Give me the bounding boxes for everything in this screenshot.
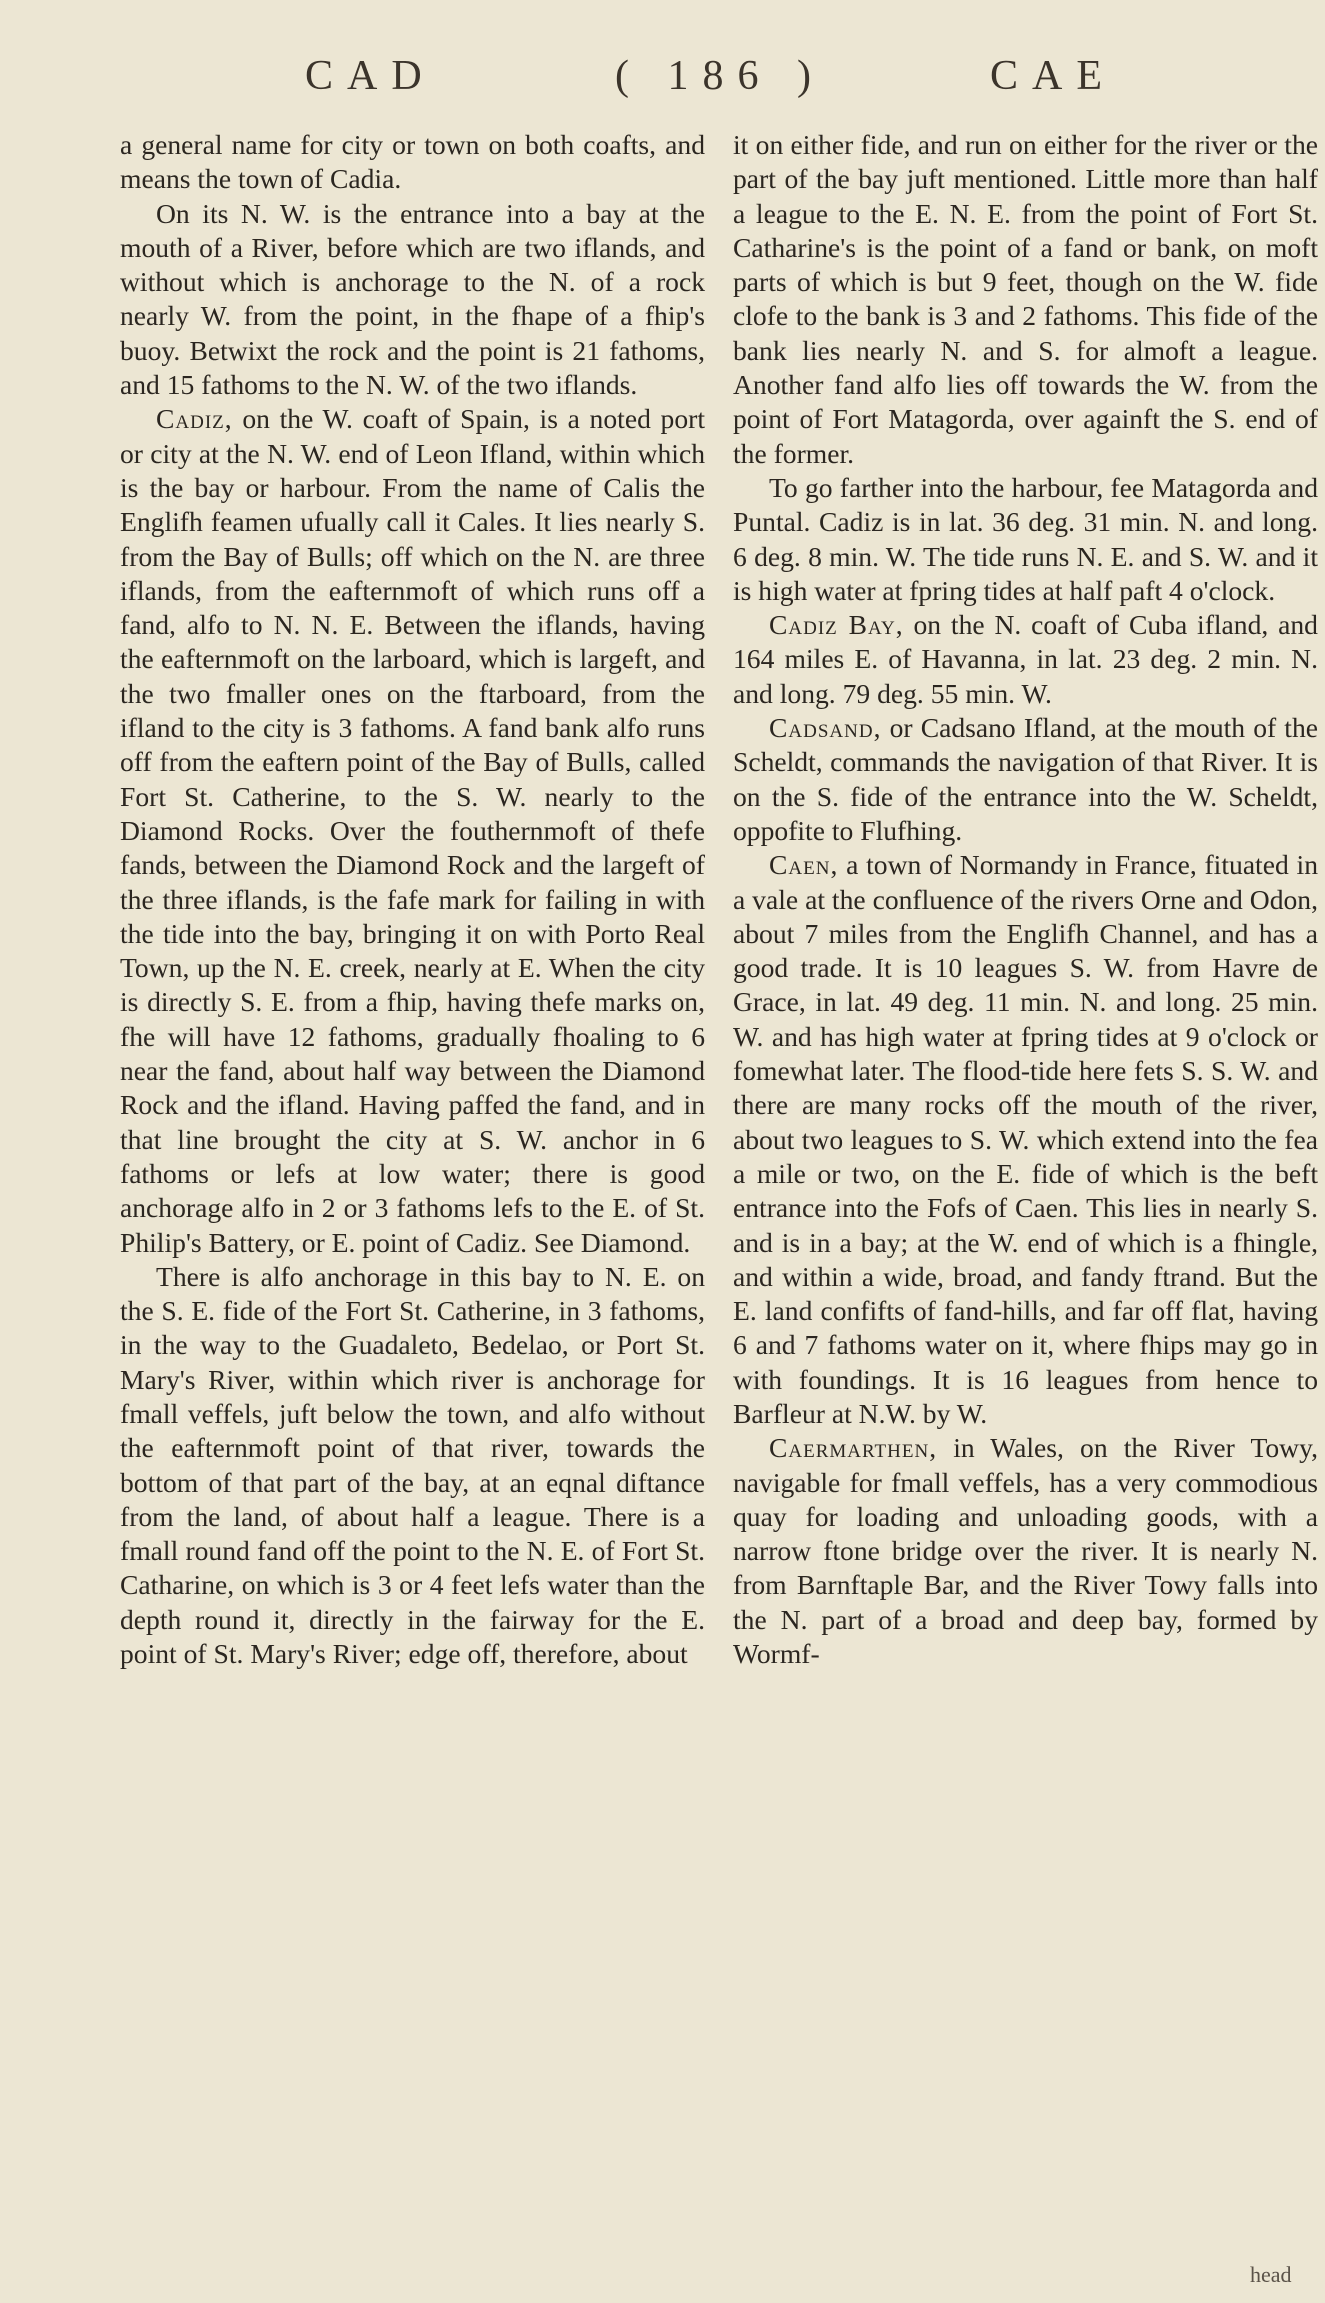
paragraph-text: it on either fide, and run on either for the river or the part of the bay juft mentioned. Little more than half a league to the E. N. E. from the point of Fort St. Catharine's is the point of a fand or bank, on moft parts of which is but 9 feet, though on the W. fide clofe to the bank is 3 and 2 fathoms. This fide of the bank lies nearly N. and S. for almoft a league. Another fand alfo lies off towards the W. from the point of Fort Matagorda, over againft the S. end of the former. (733, 129, 1318, 469)
paragraph-text: To go farther into the harbour, fee Matagorda and Puntal. Cadiz is in lat. 36 deg. 31 min. N. and long. 6 deg. 8 min. W. The tide runs N. E. and S. W. and it is high water at fpring tides at half paft 4 o'clock. (733, 471, 1318, 606)
paragraph (120, 128, 705, 197)
paragraph (733, 471, 1318, 608)
paragraph-text: in Wales, on the River Towy, navigable for fmall veffels, has a very commodious quay for loading and unloading goods, with a narrow ftone bridge over the river. It is nearly N. from Barnftaple Bar, and the River Towy falls into the N. part of a broad and deep bay, formed by Wormf- (733, 1432, 1318, 1670)
paragraph-text: on the W. coaft of Spain, is a noted port or city at the N. W. end of Leon Ifland, within which is the bay or harbour. From the name of Calis the Englifh feamen ufually call it Cales. It lies nearly S. from the Bay of Bulls; off which on the N. are three iflands, from the eafternmoft of which runs off a fand, alfo to N. N. E. Between the iflands, having the eafternmoft on the larboard, which is largeft, and the two fmaller ones on the ftarboard, from the ifland to the city is 3 fathoms. A fand bank alfo runs off from the eaftern point of the Bay of Bulls, called Fort St. Catherine, to the S. W. nearly to the Diamond Rocks. Over the fouthernmoft of thefe fands, between the Diamond Rock and the largeft of the three iflands, is the fafe mark for failing in with the tide into the bay, bringing it on with Porto Real Town, up the N. E. creek, nearly at E. When the city is directly S. E. from a fhip, having thefe marks on, fhe will have 12 fathoms, gradually fhoaling to 6 near the fand, about half way between the Diamond Rock and the ifland. Having paffed the fand, and in that line brought the city at S. W. anchor in 6 fathoms or lefs at low water; there is good anchorage alfo in 2 or 3 fathoms lefs to the E. of St. Philip's Battery, or E. point of Cadiz. See Diamond. (120, 403, 705, 1258)
entry-headword: Cadsand, (769, 712, 882, 744)
header-left-word: CAD (305, 53, 436, 99)
entry-headword: Caermarthen, (769, 1432, 938, 1464)
left-column (120, 128, 705, 1671)
entry-headword: Cadiz Bay, (769, 609, 904, 641)
paragraph (733, 608, 1318, 711)
paragraph (733, 128, 1318, 471)
entry-headword: Cadiz, (156, 403, 233, 435)
paragraph-text: or Cadsano Ifland, at the mouth of the Scheldt, commands the navigation of that River. It is on the S. fide of the entrance into the W. Scheldt, oppofite to Flufhing. (733, 712, 1318, 846)
paragraph (120, 402, 705, 1259)
catchword: head (1250, 2262, 1292, 2287)
paragraph-text: There is alfo anchorage in this bay to N. E. on the S. E. fide of the Fort St. Catherine, in 3 fathoms, in the way to the Guadaleto, Bedelao, or Port St. Mary's River, within which river is anchorage for fmall veffels, juft below the town, and alfo without the eafternmoft point of that river, towards the bottom of that part of the bay, at an eqnal diftance from the land, of about half a league. There is a fmall round fand off the point to the N. E. of Fort St. Catharine, on which is 3 or 4 feet lefs water than the depth round it, directly in the fairway for the E. point of St. Mary's River; edge off, therefore, about (120, 1260, 705, 1670)
paragraph (733, 711, 1318, 848)
paragraph (733, 1431, 1318, 1671)
paragraph-text: On its N. W. is the entrance into a bay at the mouth of a River, before which are two iflands, and without which is anchorage to the N. of a rock nearly W. from the point, in the fhape of a fhip's buoy. Betwixt the rock and the point is 21 fathoms, and 15 fathoms to the N. W. of the two iflands. (120, 197, 705, 401)
paragraph (120, 197, 705, 403)
paragraph-text: on the N. coaft of Cuba ifland, and 164 miles E. of Havanna, in lat. 23 deg. 2 min. N. and long. 79 deg. 55 min. W. (733, 609, 1318, 709)
paragraph-text: a town of Normandy in France, fituated in a vale at the confluence of the rivers Orne and Odon, about 7 miles from the Englifh Channel, and has a good trade. It is 10 leagues S. W. from Havre de Grace, in lat. 49 deg. 11 min. N. and long. 25 min. W. and has high water at fpring tides at 9 o'clock or fomewhat later. The flood-tide here fets S. S. W. and there are many rocks off the mouth of the river, about two leagues to S. W. which extend into the fea a mile or two, on the E. fide of which is the beft entrance into the Fofs of Caen. This lies in nearly S. and is in a bay; at the W. end of which is a fhingle, and within a wide, broad, and fandy ftrand. But the E. land confifts of fand-hills, and far off flat, having 6 and 7 fathoms water on it, where fhips may go in with foundings. It is 16 leagues from hence to Barfleur at N.W. by W. (733, 849, 1318, 1429)
running-header (0, 52, 1325, 122)
paragraph-text: a general name for city or town on both coafts, and means the town of Cadia. (120, 129, 705, 195)
entry-headword: Caen, (769, 849, 839, 881)
paragraph (733, 848, 1318, 1431)
paragraph (120, 1260, 705, 1672)
header-right-word: CAE (990, 53, 1116, 99)
page-number: ( 186 ) (615, 53, 825, 99)
right-column (733, 128, 1318, 1671)
